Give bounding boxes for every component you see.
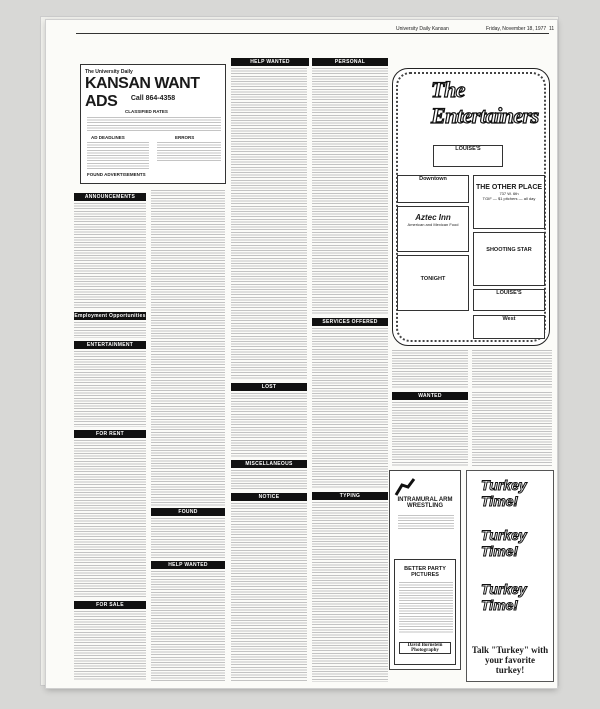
typing-text [312,502,388,682]
section-notice: NOTICE [231,493,307,501]
errors-text [157,142,221,162]
turkey-time-1: Turkey Time! [481,477,527,509]
tonight-ad [397,255,469,311]
section-personal: PERSONAL [312,58,388,66]
rates-heading: CLASSIFIED RATES [125,109,168,114]
phone-number: Call 864-4358 [130,95,176,102]
talk-turkey-text: Talk "Turkey" with your favorite turkey! [471,645,549,675]
section-entertainment: ENTERTAINMENT [74,341,146,349]
tgif-text: TGIF — $1 pitchers — all day [482,196,536,201]
louise-name: LOUISE'S [455,146,481,152]
services-text [312,328,388,488]
arm-wrestling-icon [394,475,418,499]
party-title: BETTER PARTY PICTURES [404,566,446,578]
intramural-details [398,515,454,529]
section-services: SERVICES OFFERED [312,318,388,326]
section-for-rent: FOR RENT [74,430,146,438]
other-place-address: 737 W. 6th [499,191,519,196]
section-lost: LOST [231,383,307,391]
shooting-star-ad [473,232,545,286]
other-place-ad [473,175,545,229]
lost-text [231,393,307,457]
rates-table [87,117,221,131]
employment-text [74,322,146,338]
turkey-ad [466,470,554,682]
studio-name: David Bornstein Photography [399,642,451,654]
deadlines-heading: AD DEADLINES [91,135,125,140]
masthead-date: Friday, November 18, 1977 [486,26,547,32]
aztec-subtitle: American and Mexican Food [407,222,459,227]
shooting-star-name: SHOOTING STAR [486,247,532,253]
tonight-label: TONIGHT [420,276,446,282]
louise-ad-2 [473,289,545,311]
downtown-ad [397,175,469,203]
party-pictures-ad [394,559,456,665]
section-help-wanted: HELP WANTED [231,58,309,66]
section-miscellaneous: MISCELLANEOUS [231,460,307,468]
announcements-text [74,203,146,309]
found-text [151,518,225,558]
university-label: The University Daily [85,69,133,75]
column-6-text [472,350,552,388]
entertainers-title: The Entertainers [431,77,539,128]
louise-ad [433,145,503,167]
found-heading: FOUND ADVERTISEMENTS [87,172,146,177]
column-6-lower-text [472,392,552,466]
entertainment-text [74,351,146,427]
column-5-text [392,350,468,388]
column-2-text [151,190,225,506]
intramural-ad [389,470,461,670]
intramural-title: INTRAMURAL ARM WRESTLING [397,497,453,509]
turkey-time-2: Turkey Time! [481,527,527,559]
party-text [399,582,453,634]
section-wanted: WANTED [392,392,468,400]
help-wanted-text [231,68,307,380]
want-ads-header [80,64,226,184]
deadlines-text [87,142,149,170]
downtown-label: Downtown [419,176,447,182]
section-found: FOUND [151,508,225,516]
for-sale-text [74,611,146,681]
west-ad [473,315,545,339]
section-typing: TYPING [312,492,388,500]
entertainers-ad [392,68,550,346]
misc-text [231,470,307,490]
personal-text [312,68,388,314]
turkey-time-3: Turkey Time! [481,581,527,613]
section-announcements: ANNOUNCEMENTS [74,193,146,201]
notice-text [231,503,307,681]
for-rent-text [74,440,146,598]
section-for-sale: FOR SALE [74,601,146,609]
louise-name-2: LOUISE'S [496,290,522,296]
help-wanted-2-text [151,571,225,681]
aztec-name: Aztec Inn [415,213,451,222]
aztec-inn-ad [397,206,469,252]
masthead-rule [76,33,549,34]
section-employment: Employment Opportunities [74,313,146,319]
masthead-page: 11 [549,26,555,32]
wanted-text [392,402,468,466]
other-place-name: THE OTHER PLACE [475,184,543,191]
masthead-paper: University Daily Kansan [396,26,449,32]
west-label: West [502,316,516,322]
want-ads-title: KANSAN WANT ADS [85,75,200,110]
errors-heading: ERRORS [175,135,195,140]
section-help-wanted-2: HELP WANTED [151,561,225,569]
